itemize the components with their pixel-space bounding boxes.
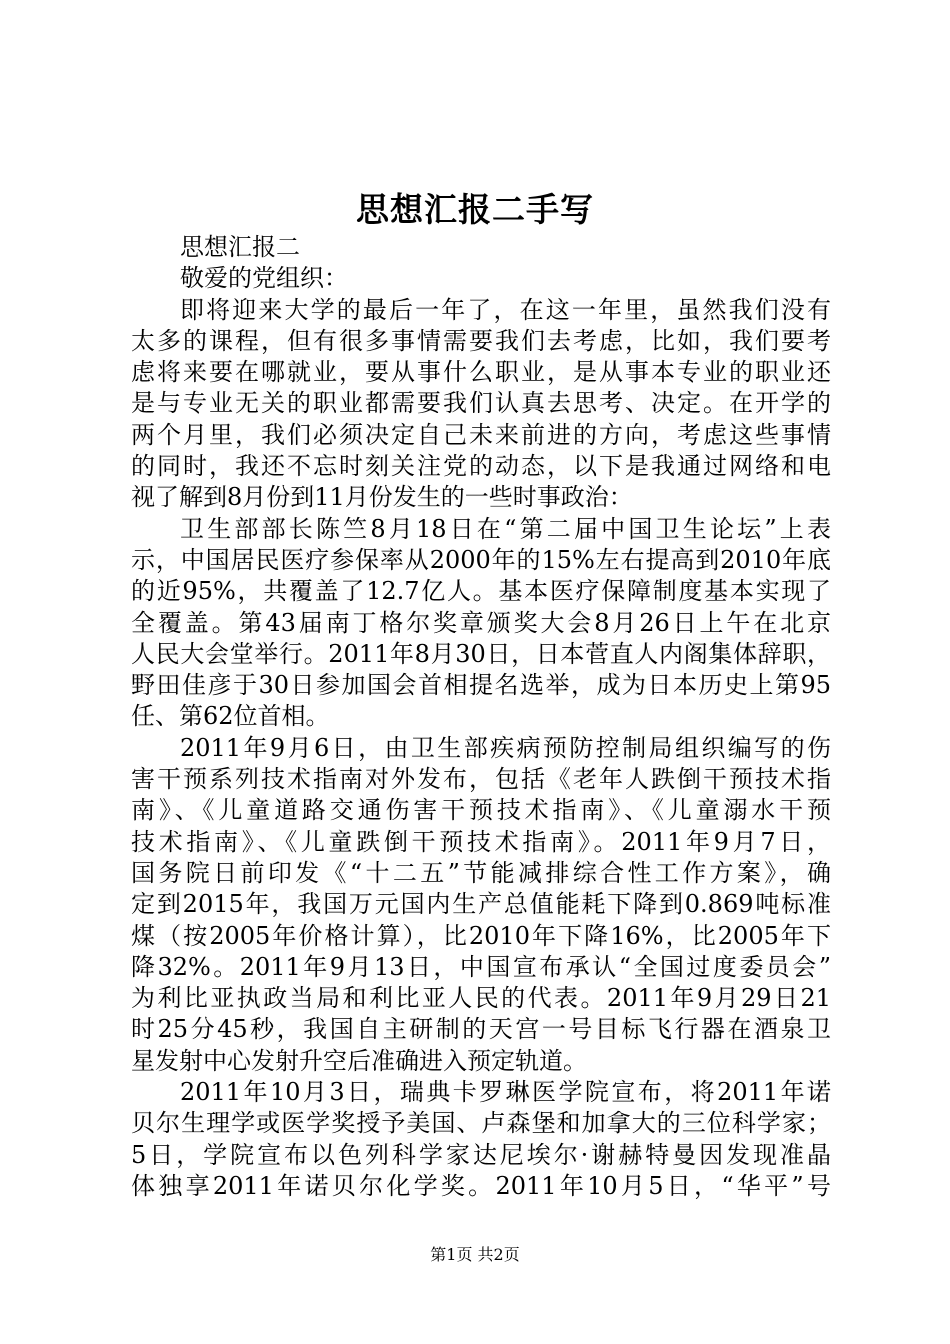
text-line: 体独享2011年诺贝尔化学奖。2011年10月5日，“华平”号 [131,1171,831,1200]
text-line: 野田佳彦于30日参加国会首相提名选举，成为日本历史上第95 [131,671,831,700]
text-line: 定到2015年，我国万元国内生产总值能耗下降到0.869吨标准 [131,890,831,919]
text-line: 任、第62位首相。 [131,702,330,731]
text-line: 敬爱的党组织： [180,264,348,293]
text-line: 2011年9月6日，由卫生部疾病预防控制局组织编写的伤 [180,733,831,762]
document-body [131,232,831,1202]
text-line: 时25分45秒，我国自主研制的天宫一号目标飞行器在酒泉卫 [131,1015,831,1044]
text-line: 5日，学院宣布以色列科学家达尼埃尔·谢赫特曼因发现准晶 [131,1140,831,1169]
text-line: 太多的课程，但有很多事情需要我们去考虑，比如，我们要考 [131,326,831,355]
text-line: 技术指南》、《儿童跌倒干预技术指南》。2011年9月7日， [131,827,831,856]
document-title: 思想汇报二手写 [356,190,594,229]
text-line: 降32%。2011年9月13日，中国宣布承认“全国过度委员会” [131,952,831,981]
text-line: 是与专业无关的职业都需要我们认真去思考、决定。在开学的 [131,389,831,418]
text-line: 煤（按2005年价格计算），比2010年下降16%，比2005年下 [131,921,831,950]
text-line: 2011年10月3日，瑞典卡罗琳医学院宣布，将2011年诺 [180,1078,831,1107]
text-line: 示，中国居民医疗参保率从2000年的15%左右提高到2010年底 [131,545,831,574]
text-line: 虑将来要在哪就业，要从事什么职业，是从事本专业的职业还 [131,358,831,387]
text-line: 人民大会堂举行。2011年8月30日，日本菅直人内阁集体辞职， [131,639,831,668]
text-line: 国务院日前印发《“十二五”节能减排综合性工作方案》，确 [131,858,831,887]
text-line: 的同时，我还不忘时刻关注党的动态，以下是我通过网络和电 [131,452,831,481]
text-line: 为利比亚执政当局和利比亚人民的代表。2011年9月29日21 [131,984,831,1013]
text-line: 思想汇报二 [180,233,300,261]
text-line: 视了解到8月份到11月份发生的一些时事政治： [131,483,633,512]
text-line: 南》、《儿童道路交通伤害干预技术指南》、《儿童溺水干预 [131,796,831,825]
text-line: 即将迎来大学的最后一年了，在这一年里，虽然我们没有 [180,295,831,324]
text-line: 的近95%，共覆盖了12.7亿人。基本医疗保障制度基本实现了 [131,577,831,606]
text-line: 两个月里，我们必须决定自己未来前进的方向，考虑这些事情 [131,420,831,449]
text-line: 卫生部部长陈竺8月18日在“第二届中国卫生论坛”上表 [180,514,831,543]
text-line: 星发射中心发射升空后准确进入预定轨道。 [131,1046,587,1075]
text-line: 贝尔生理学或医学奖授予美国、卢森堡和加拿大的三位科学家； [131,1109,831,1138]
text-line: 全覆盖。第43届南丁格尔奖章颁奖大会8月26日上午在北京 [131,608,831,637]
text-line: 害干预系列技术指南对外发布，包括《老年人跌倒干预技术指 [131,765,831,794]
page-footer: 第1页 共2页 [430,1245,520,1264]
